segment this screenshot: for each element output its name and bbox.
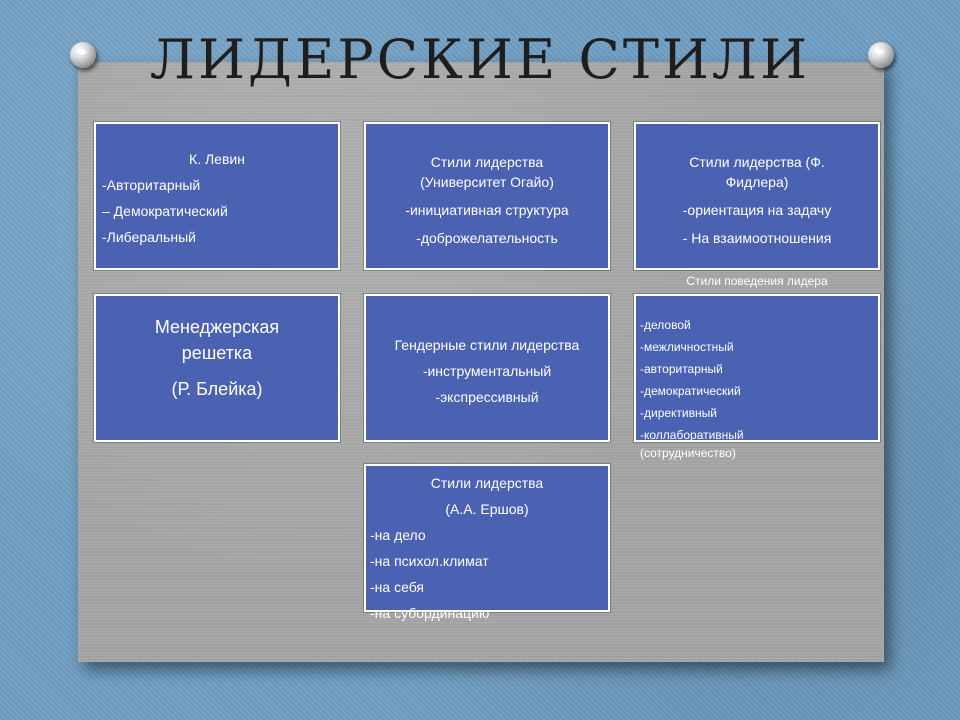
box-behavior-item: -межличностный	[640, 340, 734, 354]
box-behavior-item: -авторитарный	[640, 362, 723, 376]
box-behavior-tail: (сотрудничество)	[640, 446, 736, 460]
box-fiedler-item: -ориентация на задачу	[682, 202, 832, 218]
box-blake	[94, 294, 340, 442]
box-ershov	[364, 464, 610, 621]
slide-title: ЛИДЕРСКИЕ СТИЛИ	[149, 28, 811, 91]
box-fiedler-item: - На взаимоотношения	[682, 230, 832, 246]
box-fiedler-head: Стили лидерства (Ф.	[689, 154, 825, 170]
box-behavior-item: -демократический	[640, 384, 741, 398]
box-ohio	[364, 122, 610, 270]
box-ohio-item: -доброжелательность	[416, 230, 558, 246]
box-blake-line: (Р. Блейка)	[171, 379, 263, 399]
box-blake-line: Менеджерская	[154, 317, 280, 337]
box-ohio-head: Стили лидерства	[430, 154, 544, 170]
box-ershov-item: -на себя	[370, 579, 424, 595]
box-ershov-head: Стили лидерства	[430, 475, 544, 491]
box-behavior-head-line: Стили поведения лидера	[686, 274, 828, 288]
box-ohio-item: -инициативная структура	[405, 202, 569, 218]
box-gender-head: Гендерные стили лидерства	[394, 337, 580, 353]
box-blake-line: решетка	[181, 343, 253, 363]
box-lewin	[94, 122, 340, 270]
box-fiedler	[634, 122, 880, 270]
box-lewin-item: – Демократический	[102, 203, 228, 219]
box-ershov-item: -на психол.климат	[370, 553, 489, 569]
box-lewin-item: -Либеральный	[102, 229, 196, 245]
box-lewin-item: -Авторитарный	[102, 177, 201, 193]
box-behavior-item: -деловой	[640, 318, 691, 332]
box-gender-item: -экспрессивный	[435, 389, 539, 405]
box-behavior-item: -коллаборативный	[640, 428, 744, 442]
box-behavior-item: -директивный	[640, 406, 717, 420]
box-ershov-item: -на субординацию	[370, 605, 490, 621]
box-ohio-head: (Университет Огайо)	[420, 174, 554, 190]
box-fiedler-head: Фидлера)	[725, 174, 789, 190]
box-lewin-head: К. Левин	[189, 151, 245, 167]
box-ershov-item: -на дело	[370, 527, 426, 543]
box-gender-item: -инструментальный	[422, 363, 552, 379]
box-behavior	[634, 294, 880, 442]
box-gender	[364, 294, 610, 442]
box-ershov-head: (А.А. Ершов)	[445, 501, 529, 517]
